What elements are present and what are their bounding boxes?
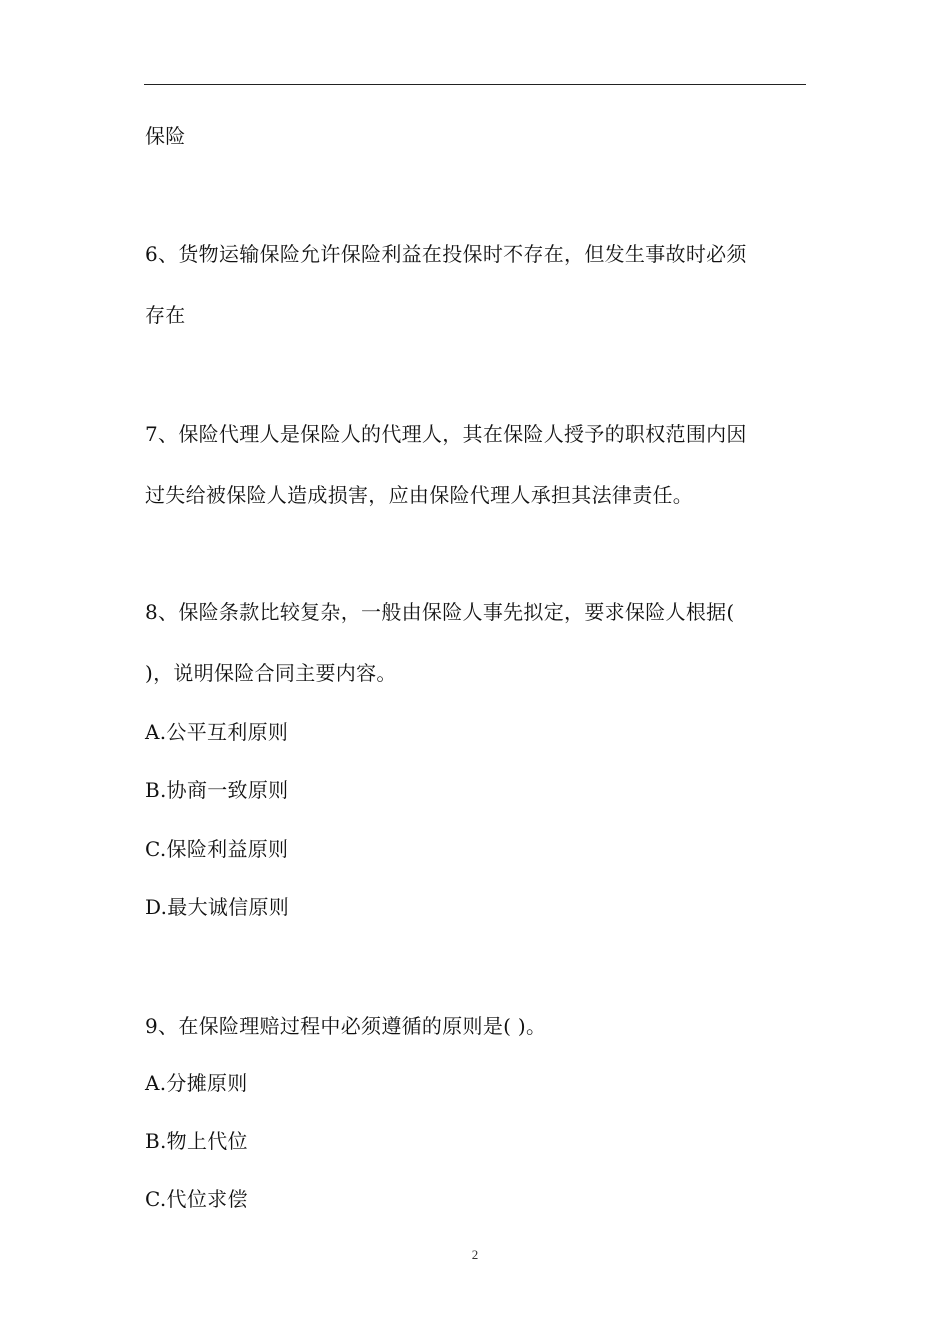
- header-rule: [144, 84, 806, 85]
- question-9-option-a: A.分摊原则: [145, 1071, 248, 1095]
- question-7-line-1: 7、保险代理人是保险人的代理人，其在保险人授予的职权范围内因: [145, 422, 747, 446]
- page-number: 2: [471, 1247, 479, 1262]
- question-9-line-1: 9、在保险理赔过程中必须遵循的原则是( )。: [145, 1014, 547, 1038]
- question-8-option-b: B.协商一致原则: [145, 778, 289, 802]
- question-6-line-1: 6、货物运输保险允许保险利益在投保时不存在，但发生事故时必须: [145, 242, 747, 266]
- question-9-option-b: B.物上代位: [145, 1129, 248, 1153]
- question-8-option-c: C.保险利益原则: [145, 837, 289, 861]
- question-8-line-1: 8、保险条款比较复杂，一般由保险人事先拟定，要求保险人根据(: [145, 600, 735, 624]
- question-6-line-2: 存在: [145, 303, 186, 327]
- continued-text: 保险: [145, 124, 186, 148]
- question-8-line-2: )，说明保险合同主要内容。: [145, 661, 397, 685]
- question-8-option-a: A.公平互利原则: [145, 720, 289, 744]
- question-7-line-2: 过失给被保险人造成损害，应由保险代理人承担其法律责任。: [145, 483, 694, 507]
- question-8-option-d: D.最大诚信原则: [145, 895, 290, 919]
- question-9-option-c: C.代位求偿: [145, 1187, 248, 1211]
